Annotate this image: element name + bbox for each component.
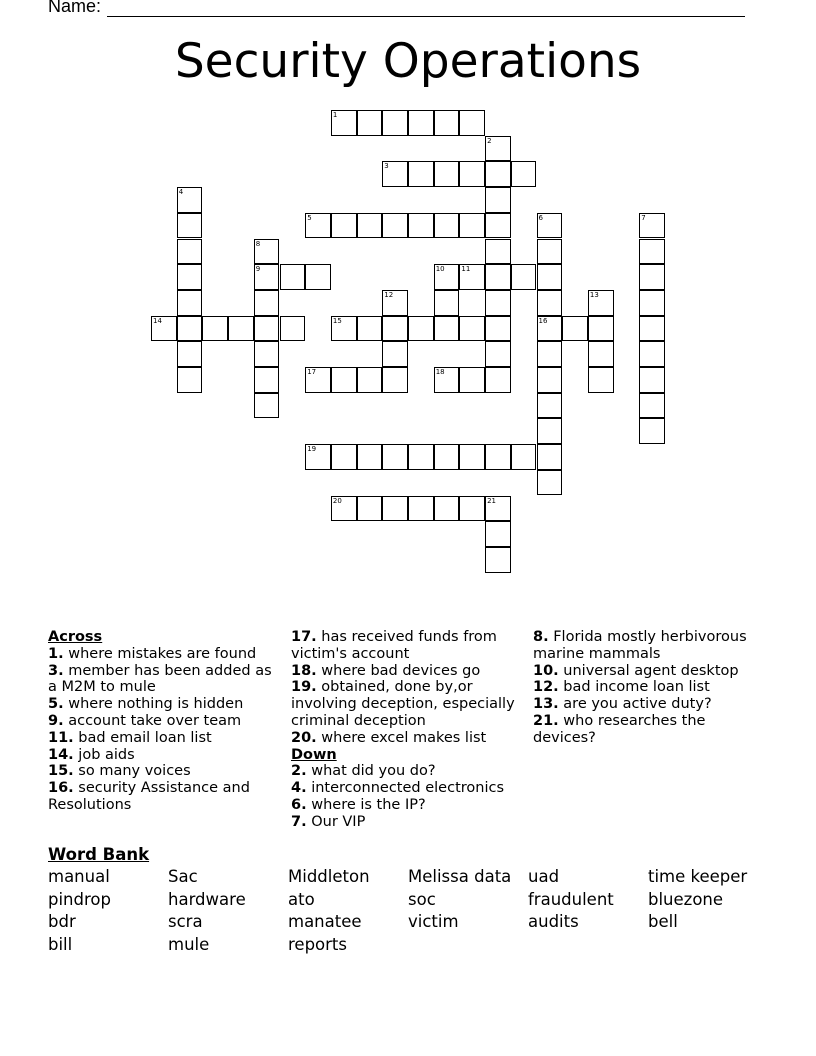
crossword-cell[interactable] [485,213,511,239]
crossword-cell[interactable] [177,290,203,316]
clue-text: obtained, done by,or involving deception, especially criminal deception [291,679,515,729]
crossword-cell[interactable] [434,444,460,470]
clue-num: 3. [48,662,64,679]
clue [48,780,273,814]
clue-text: interconnected electronics [306,780,505,797]
clue-number: 4 [178,188,184,197]
clue-num: 21. [533,712,559,729]
crossword-cell[interactable] [357,496,383,522]
clue [533,713,763,747]
clue-number: 17 [307,368,317,376]
crossword-cell[interactable] [331,444,357,470]
crossword-cell[interactable] [408,444,434,470]
clue [48,747,273,764]
page-title: Security Operations [174,34,642,89]
clue [291,780,521,797]
crossword-cell[interactable] [331,496,357,522]
crossword-cell[interactable] [305,367,331,393]
clue-number: 3 [384,162,389,171]
crossword-cell[interactable] [280,264,306,290]
word-bank-item: reports [288,934,347,954]
crossword-cell[interactable] [459,161,485,187]
crossword-cell[interactable] [305,213,331,239]
crossword-cell[interactable] [177,341,203,367]
crossword-cell[interactable] [202,316,228,342]
crossword-cell[interactable] [408,110,434,136]
crossword-cell[interactable] [305,444,331,470]
word-bank-title: Word Bank [48,845,150,864]
across-heading: Across [48,629,103,645]
word-bank-item: fraudulent [528,889,614,909]
clue-number: 15 [332,316,342,325]
crossword-cell[interactable] [511,444,537,470]
clue-num: 20. [291,729,317,746]
crossword-cell[interactable] [434,367,460,393]
clue-number: 12 [384,290,394,299]
crossword-cell[interactable] [357,367,383,393]
word-bank-item: Sac [168,867,198,886]
crossword-cell[interactable] [485,290,511,316]
crossword-cell[interactable] [537,341,563,367]
clue-text: bad income loan list [558,679,710,696]
clue [291,629,521,663]
clue-num: 15. [48,763,74,780]
crossword-cell[interactable] [434,161,460,187]
crossword-cell[interactable] [639,341,665,367]
clue-text: who researches the devices? [533,712,706,746]
clue-number: 6 [538,213,543,222]
clue-text: account take over team [63,712,242,729]
crossword-cell[interactable] [357,316,383,342]
crossword-cell[interactable] [511,264,537,290]
crossword-cell[interactable] [588,316,614,342]
crossword-cell[interactable] [459,496,485,522]
crossword-cell[interactable] [459,213,485,239]
clue [48,696,273,713]
name-label: Name: [48,0,102,16]
crossword-cell[interactable] [382,367,408,393]
clue-num: 16. [48,780,74,797]
crossword-cell[interactable] [639,264,665,290]
clue-column-2 [291,629,521,831]
clue-text: bad email loan list [73,729,212,746]
clue-num: 17. [291,629,317,645]
clue-text: security Assistance and Resolutions [48,780,250,813]
clue [48,646,273,663]
word-bank-item: bluezone [648,889,724,909]
clue [291,663,521,680]
crossword-cell[interactable] [459,264,485,290]
crossword-cell[interactable] [228,316,254,342]
clue-num: 9. [48,712,64,729]
clue [533,663,763,680]
word-bank-item: scra [168,912,203,931]
crossword-cell[interactable] [382,316,408,342]
crossword-cell[interactable] [485,239,511,265]
clue-num: 2. [291,763,307,780]
word-bank-item: Melissa data [408,867,512,886]
word-bank-item: Middleton [288,867,370,886]
crossword-cell[interactable] [562,316,588,342]
word-bank-item: bill [48,934,73,954]
word-bank-item: mule [168,934,210,954]
clue [533,679,763,696]
crossword-cell[interactable] [639,290,665,316]
word-bank-item: manual [48,867,110,886]
clue-number: 20 [332,496,342,505]
clue-number: 21 [487,496,497,505]
crossword-cell[interactable] [537,239,563,265]
crossword-cell[interactable] [382,213,408,239]
crossword-cell[interactable] [408,213,434,239]
crossword-cell[interactable] [639,239,665,265]
clue-num: 7. [291,813,307,830]
clue-number: 8 [255,239,261,248]
clue [291,814,521,831]
word-bank-item: audits [528,912,579,931]
crossword-cell[interactable] [254,341,280,367]
word-bank-item: bdr [48,912,76,931]
crossword-cell[interactable] [485,496,511,522]
clue-number: 5 [307,213,312,222]
crossword-cell[interactable] [331,316,357,342]
crossword-cell[interactable] [459,110,485,136]
crossword-cell[interactable] [305,264,331,290]
clue-number: 2 [487,136,492,145]
crossword-cell[interactable] [485,316,511,342]
crossword-cell[interactable] [254,264,280,290]
crossword-cell[interactable] [485,187,511,213]
crossword-cell[interactable] [588,367,614,393]
crossword-cell[interactable] [537,470,563,496]
clue-num: 12. [533,679,559,696]
crossword-cell[interactable] [357,444,383,470]
crossword-cell[interactable] [537,393,563,419]
crossword-cell[interactable] [382,161,408,187]
crossword-cell[interactable] [485,547,511,573]
crossword-cell[interactable] [408,496,434,522]
clue-text: where mistakes are found [63,645,257,662]
clue [48,763,273,780]
crossword-cell[interactable] [382,110,408,136]
word-bank-item: manatee [288,912,362,931]
crossword-cell[interactable] [177,264,203,290]
word-bank [48,845,768,955]
word-bank-item: pindrop [48,889,111,909]
crossword-cell[interactable] [588,341,614,367]
clue-number: 14 [153,316,162,325]
clue [291,730,521,747]
crossword-cell[interactable] [485,264,511,290]
crossword-cell[interactable] [588,290,614,316]
crossword-cell[interactable] [357,213,383,239]
clue [291,679,521,729]
clue-text: where nothing is hidden [63,696,244,713]
crossword-cell[interactable] [485,367,511,393]
clue-text: where excel makes list [316,729,487,746]
crossword-cell[interactable] [537,444,563,470]
clue-num: 11. [48,729,74,746]
crossword-cell[interactable] [537,367,563,393]
clue-number: 18 [435,368,445,376]
word-bank-item: hardware [168,889,246,909]
crossword-cell[interactable] [357,110,383,136]
clue-column-3 [533,629,763,747]
crossword-cell[interactable] [537,213,563,239]
crossword-cell[interactable] [254,393,280,419]
crossword-cell[interactable] [511,161,537,187]
crossword-cell[interactable] [177,213,203,239]
crossword-cell[interactable] [459,444,485,470]
clue-text: member has been added as a M2M to mule [48,662,272,696]
clue-num: 5. [48,696,64,713]
word-bank-item: soc [408,889,436,909]
word-bank-item: time keeper [648,867,748,886]
clue [48,730,273,747]
clue-num: 18. [291,662,317,679]
clue [533,696,763,713]
crossword-cell[interactable] [382,290,408,316]
crossword-cell[interactable] [408,161,434,187]
crossword-cell[interactable] [434,316,460,342]
crossword-cell[interactable] [151,316,177,342]
clue-number: 13 [589,290,599,299]
crossword-cell[interactable] [639,213,665,239]
crossword-cell[interactable] [459,316,485,342]
word-bank-item: bell [648,912,678,931]
clue-num: 14. [48,746,74,763]
crossword-cell[interactable] [485,444,511,470]
crossword-cell[interactable] [639,418,665,444]
clue [291,797,521,814]
crossword-cell[interactable] [537,264,563,290]
crossword-cell[interactable] [177,239,203,265]
crossword-cell[interactable] [434,264,460,290]
down-heading: Down [291,746,337,763]
crossword-cell[interactable] [408,316,434,342]
crossword-cell[interactable] [537,418,563,444]
clue-num: 1. [48,645,64,662]
clue [533,629,763,663]
clue-text: has received funds from victim's account [291,629,497,662]
clue-text: are you active duty? [558,696,712,713]
crossword-cell[interactable] [280,316,306,342]
word-bank-item: victim [408,912,459,931]
crossword-cell[interactable] [177,367,203,393]
clue-number: 7 [641,213,646,222]
crossword-cell[interactable] [485,521,511,547]
clue-number: 19 [307,445,317,454]
clue-text: where is the IP? [306,796,426,813]
crossword-cell[interactable] [331,213,357,239]
clue-num: 19. [291,679,317,696]
clue-text: Our VIP [306,813,366,830]
crossword-cell[interactable] [485,161,511,187]
clue-number: 1 [332,111,338,119]
crossword-cell[interactable] [254,367,280,393]
clue-num: 10. [533,662,559,679]
crossword-cell[interactable] [434,496,460,522]
clue-column-1 [48,629,273,814]
crossword-cell[interactable] [177,187,203,213]
word-bank-item: ato [288,889,315,909]
crossword-cell[interactable] [254,239,280,265]
clue-text: what did you do? [306,763,436,780]
clue-num: 13. [533,696,559,713]
crossword-cell[interactable] [434,110,460,136]
clue-text: so many voices [73,763,191,780]
crossword-cell[interactable] [331,367,357,393]
crossword-cell[interactable] [382,496,408,522]
crossword-cell[interactable] [254,290,280,316]
crossword-cell[interactable] [639,316,665,342]
clue-text: job aids [73,746,135,763]
clue-num: 8. [533,629,549,645]
clue-text: where bad devices go [316,662,481,679]
clue-number: 16 [538,316,548,325]
crossword-cell[interactable] [331,110,357,136]
crossword-cell[interactable] [485,341,511,367]
crossword-cell[interactable] [459,367,485,393]
crossword-cell[interactable] [254,316,280,342]
clue [48,713,273,730]
clue [48,663,273,697]
clue-text: Florida mostly herbivorous marine mammals [533,629,747,662]
clue-num: 4. [291,780,307,797]
clue-number: 10 [435,265,445,274]
crossword-cell[interactable] [434,290,460,316]
crossword-cell[interactable] [537,316,563,342]
crossword-cell[interactable] [382,444,408,470]
crossword-cell[interactable] [537,290,563,316]
clue-num: 6. [291,796,307,813]
crossword-cell[interactable] [177,316,203,342]
clue-number: 11 [461,265,471,274]
crossword-cell[interactable] [434,213,460,239]
word-bank-item: uad [528,867,560,886]
crossword-cell[interactable] [639,367,665,393]
clue-text: universal agent desktop [558,662,739,679]
crossword-cell[interactable] [639,393,665,419]
clue-number: 9 [255,265,261,274]
clue [291,763,521,780]
crossword-cell[interactable] [485,136,511,162]
crossword-cell[interactable] [382,341,408,367]
